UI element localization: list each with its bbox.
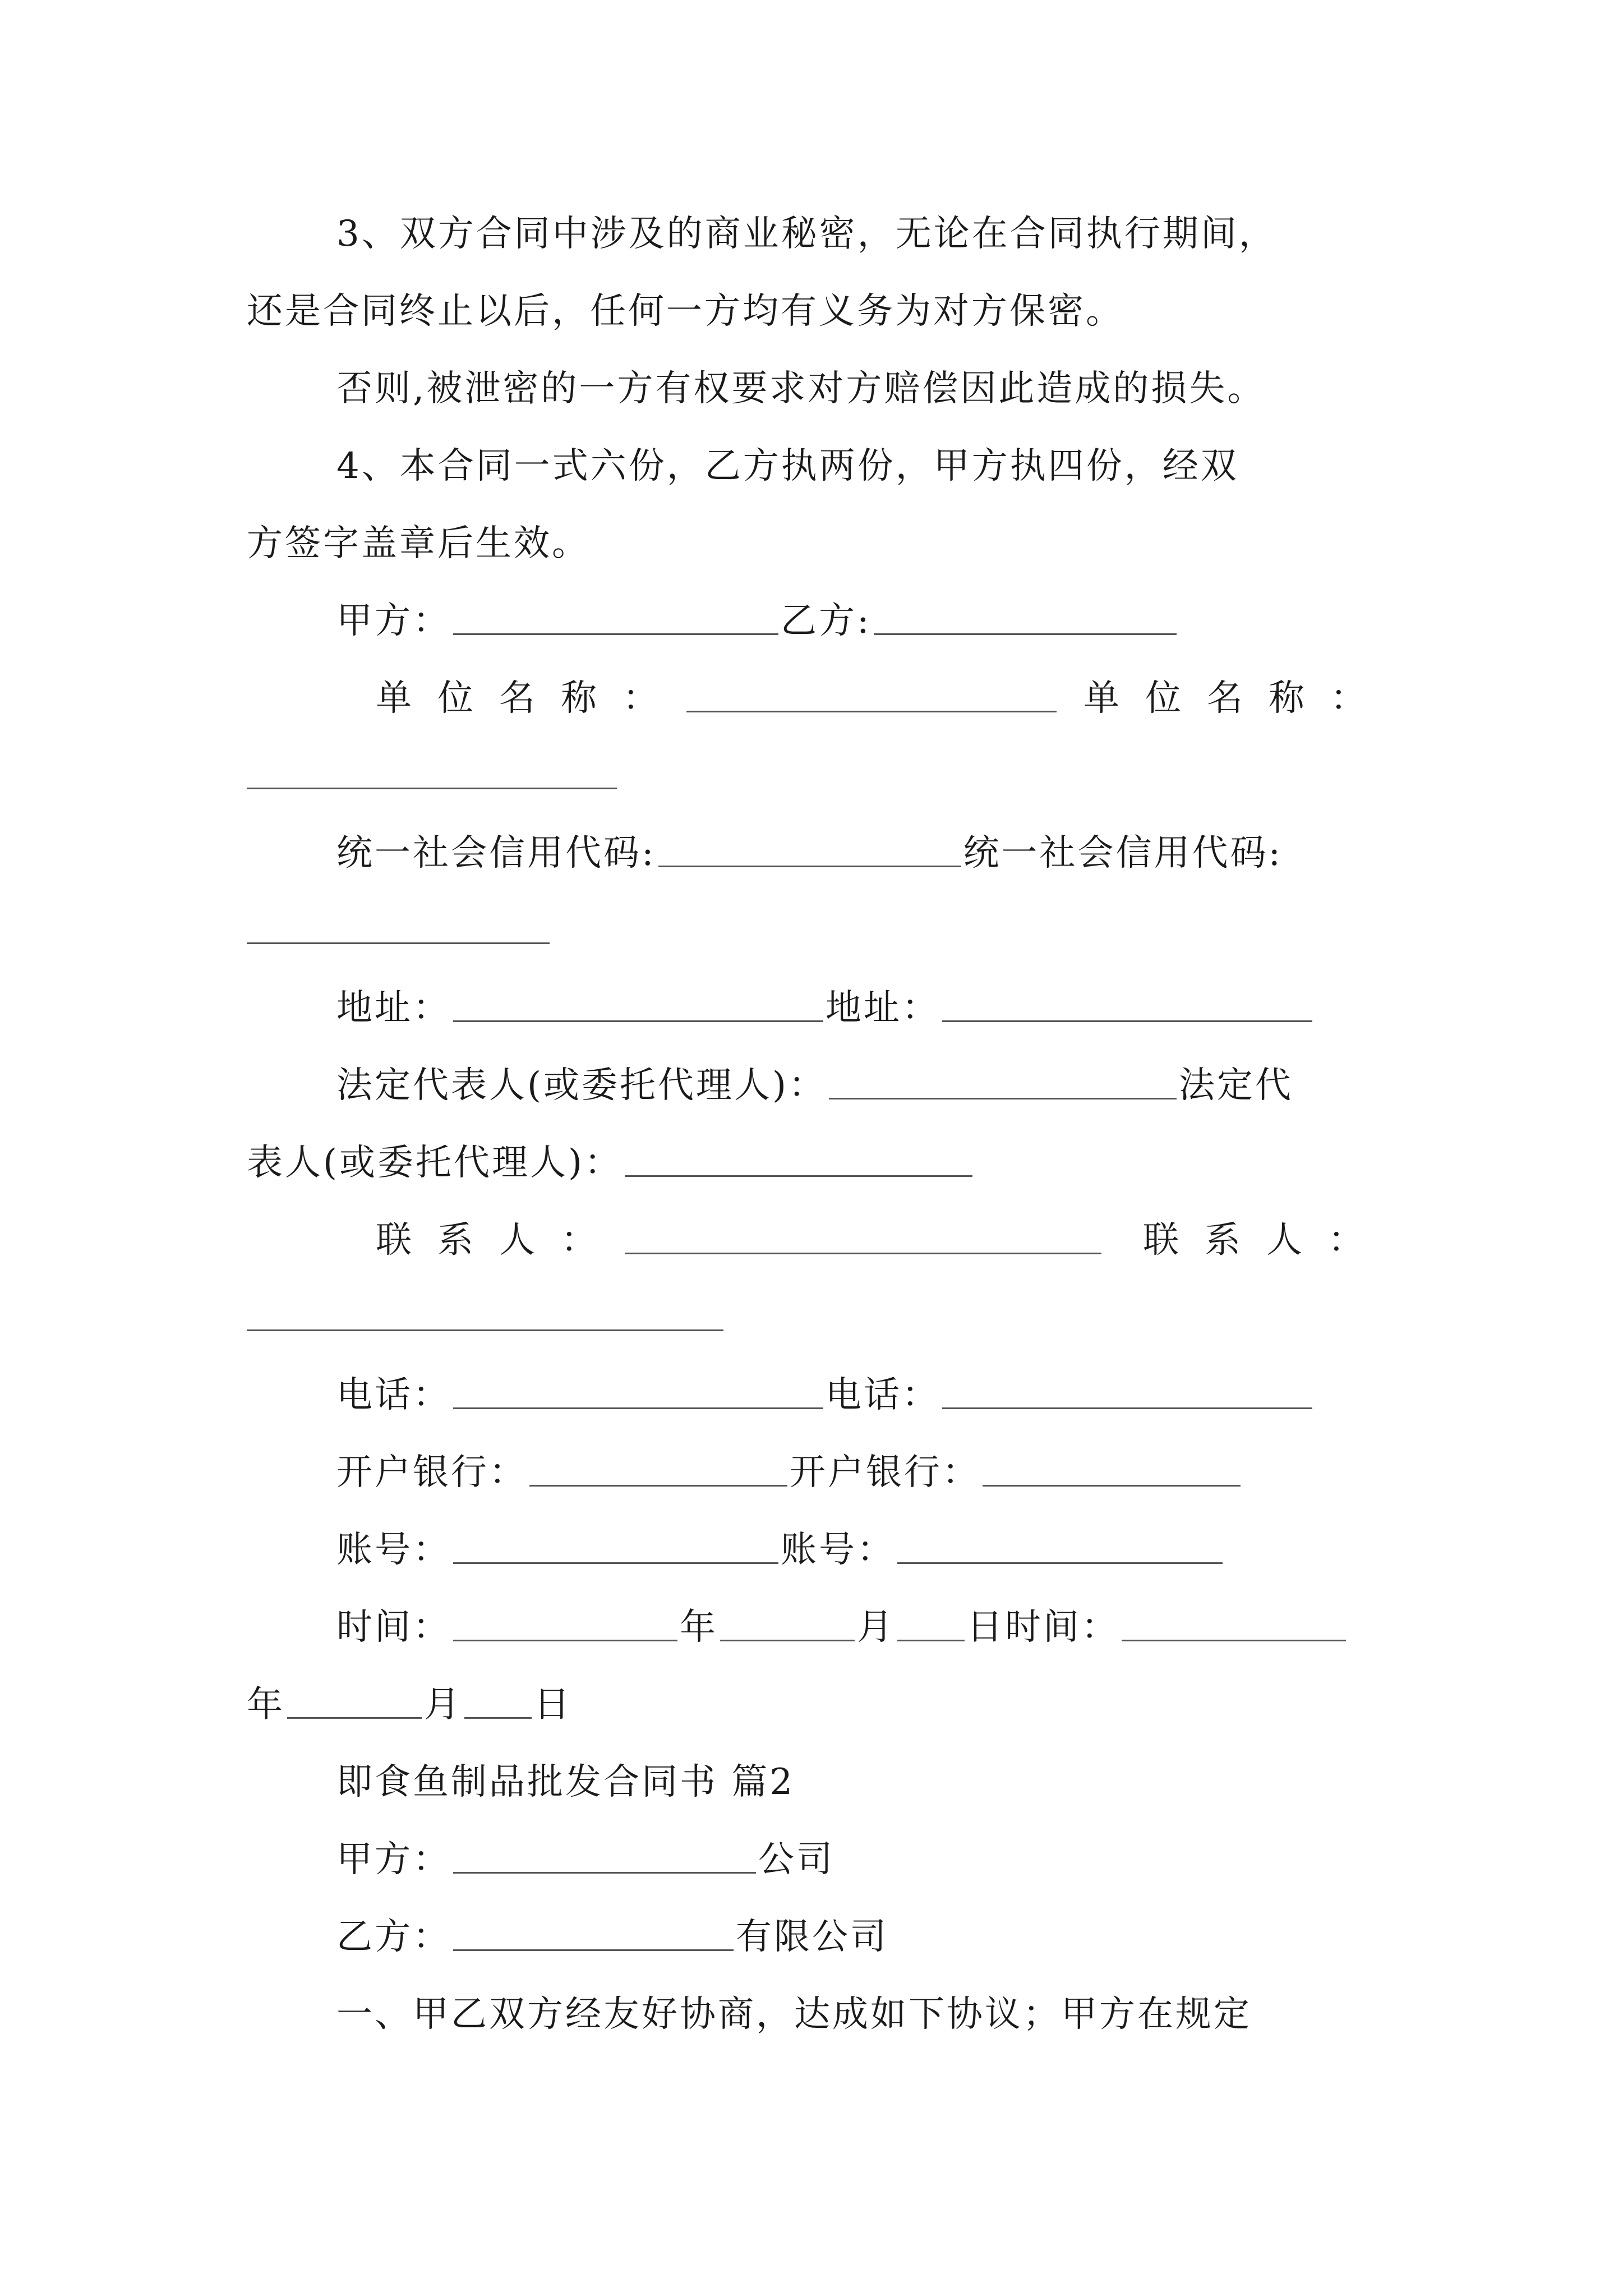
phone-row (336, 1370, 1315, 1420)
paragraph-3-line-3: 否则,被泄密的一方有权要求对方赔偿因此造成的损失。 (336, 368, 1266, 409)
address-a-label: 地址： (336, 987, 451, 1029)
legal-rep-row-2 (247, 1138, 975, 1188)
unit-name-b-wrap (1083, 673, 1392, 724)
legal-rep-b-blank (625, 1175, 972, 1177)
address-b-label: 地址： (826, 987, 940, 1029)
party-row (336, 596, 1179, 646)
section-2-clause-1: 一、甲乙双方经友好协商，达成如下协议；甲方在规定 (336, 1994, 1252, 2035)
section-2-party-a-blank (453, 1872, 756, 1874)
address-a-blank (453, 1020, 823, 1022)
day-label-b: 日 (534, 1684, 572, 1726)
time-a-year-blank (453, 1640, 677, 1641)
address-b-blank (942, 1020, 1312, 1022)
phone-b-blank (942, 1407, 1312, 1409)
section-2-party-b-label: 乙方： (336, 1916, 451, 1958)
paragraph-4-line-1: 4、本合同一式六份，乙方执两份，甲方执四份，经双 (336, 445, 1239, 487)
section-2-party-b-suffix: 有限公司 (736, 1916, 888, 1958)
unit-name-b-blank (247, 788, 617, 789)
unit-name-row (376, 673, 1059, 724)
credit-code-b-label: 统一社会信用代码: (963, 832, 1283, 874)
paragraph-3-line-2: 还是合同终止以后，任何一方均有义务为对方保密。 (247, 291, 1124, 332)
month-label: 月 (857, 1607, 895, 1648)
section-2-party-b-row (336, 1912, 888, 1962)
legal-rep-row-1 (336, 1060, 1293, 1111)
time-row-2 (247, 1680, 572, 1730)
account-row (336, 1525, 1225, 1575)
party-b-label: 乙方: (781, 600, 872, 642)
legal-rep-a-blank (829, 1098, 1177, 1099)
phone-a-blank (453, 1407, 823, 1409)
time-a-day-blank (897, 1640, 965, 1641)
legal-rep-b-label-part1: 法定代 (1178, 1065, 1293, 1106)
month-label-b: 月 (424, 1684, 462, 1726)
year-label-b: 年 (247, 1684, 285, 1726)
phone-b-label: 电话： (826, 1374, 940, 1416)
contact-b-wrap (1143, 1215, 1390, 1266)
party-a-label: 甲方： (336, 600, 451, 642)
account-b-label: 账号： (781, 1529, 895, 1571)
contact-row (376, 1215, 1104, 1266)
account-a-blank (453, 1562, 778, 1564)
credit-code-row (336, 828, 1283, 878)
paragraph-4-line-2: 方签字盖章后生效。 (247, 523, 590, 564)
bank-row (336, 1447, 1243, 1498)
contact-a-blank (625, 1253, 1101, 1254)
day-time-b-label: 日时间： (967, 1607, 1119, 1648)
section-2-party-a-suffix: 公司 (758, 1839, 834, 1880)
unit-name-a-label: 单位名称： (376, 678, 684, 719)
account-a-label: 账号： (336, 1529, 451, 1571)
time-row-1 (336, 1602, 1348, 1653)
unit-name-a-blank (686, 711, 1057, 712)
paragraph-3-line-1: 3、双方合同中涉及的商业秘密，无论在合同执行期间， (336, 213, 1277, 255)
legal-rep-a-label: 法定代表人(或委托代理人)： (336, 1065, 827, 1106)
unit-name-b-label: 单位名称： (1083, 678, 1392, 719)
time-a-label: 时间： (336, 1607, 451, 1648)
phone-a-label: 电话： (336, 1374, 451, 1416)
address-row (336, 983, 1315, 1033)
legal-rep-b-label-part2: 表人(或委托代理人)： (247, 1142, 623, 1184)
contact-b-blank (247, 1329, 723, 1331)
section-2-party-a-row (336, 1834, 834, 1885)
time-b-day-blank (464, 1717, 532, 1719)
bank-b-blank (983, 1485, 1241, 1487)
time-a-month-blank (720, 1640, 855, 1641)
bank-a-blank (529, 1485, 787, 1487)
year-label: 年 (680, 1607, 718, 1648)
bank-a-label: 开户银行： (336, 1452, 527, 1493)
credit-code-a-blank (658, 866, 961, 867)
party-b-blank (874, 633, 1177, 635)
contact-b-label: 联系人： (1143, 1220, 1390, 1261)
party-a-blank (453, 633, 778, 635)
time-b-month-blank (287, 1717, 422, 1719)
credit-code-a-label: 统一社会信用代码: (336, 832, 656, 874)
credit-code-b-blank (247, 942, 550, 944)
section-2-title: 即食鱼制品批发合同书 篇2 (336, 1761, 795, 1803)
contact-a-label: 联系人： (376, 1220, 623, 1261)
section-2-party-b-blank (453, 1949, 734, 1951)
time-b-year-blank (1122, 1640, 1346, 1641)
bank-b-label: 开户银行： (790, 1452, 980, 1493)
section-2-party-a-label: 甲方： (336, 1839, 451, 1880)
account-b-blank (897, 1562, 1223, 1564)
